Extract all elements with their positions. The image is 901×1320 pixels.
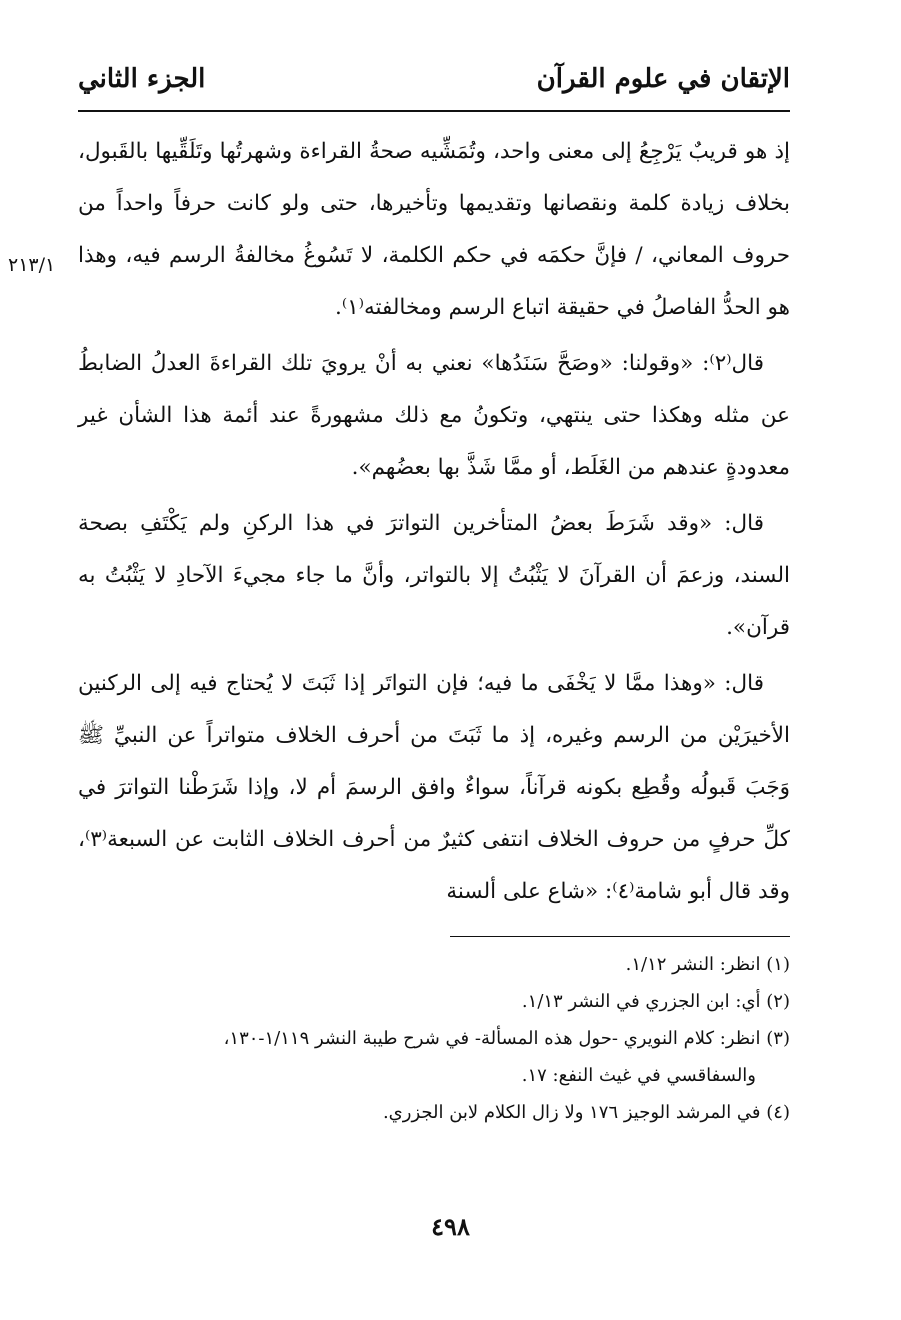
paragraph: قال: «وقد شَرَطَ بعضُ المتأخرين التواترَ في هذا الركنِ ولم يَكْتَفِ بصحة السند، وزعمَ أن القرآنَ لا يَثْبُتُ إلا بالتواتر، وأنَّ ما جاء مجيءَ الآحادِ لا يَثْبُتُ به قرآن». xyxy=(78,511,790,640)
footnote-continuation xyxy=(78,1057,790,1094)
page-number: ٤٩٨ xyxy=(431,1212,470,1241)
header-divider xyxy=(78,110,790,112)
main-text xyxy=(78,126,790,918)
footnote: (١) انظر: النشر ١/١٢. xyxy=(625,954,790,975)
footnote: (٣) انظر: كلام النويري -حول هذه المسألة- في شرح طيبة النشر ١/١١٩-١٣٠، xyxy=(223,1028,790,1049)
footnote-divider xyxy=(450,936,790,937)
footnote-continuation-text: والسفاقسي في غيث النفع: ١٧. xyxy=(521,1065,756,1086)
paragraph: إذ هو قريبٌ يَرْجِعُ إلى معنى واحد، وتُمَشِّيه صحةُ القراءة وشهرتُها وتَلَقِّيها بالقَبول، بخلاف زيادة كلمة ونقصانها وتقديمها وتأخيرها، حتى ولو كانت حرفاً واحداً من حروف المعاني، / فإنَّ حكمَه في حكم الكلمة، لا تَسُوغُ مخالفةُ الرسم فيه، وهذا هو الحدُّ الفاصلُ في حقيقة اتباع الرسم ومخالفته⁽١⁾. xyxy=(78,139,790,320)
footnote: (٤) في المرشد الوجيز ١٧٦ ولا زال الكلام لابن الجزري. xyxy=(382,1102,790,1123)
running-header xyxy=(78,58,790,104)
book-title: الإتقان في علوم القرآن xyxy=(536,64,790,94)
footnotes xyxy=(78,946,790,1131)
margin-reference: ٢١٣/١ xyxy=(8,254,56,276)
paragraph: قال: «وهذا ممَّا لا يَخْفَى ما فيه؛ فإن التواتَر إذا ثَبَتَ لا يُحتاج فيه إلى الركنين الأخيرَيْن من الرسم وغيره، إذ ما ثَبَتَ من أحرف الخلاف متواتراً عن النبيِّ ﷺ وَجَبَ قَبولُه وقُطِع بكونه قرآناً، سواءٌ وافق الرسمَ أم لا، وإذا شَرَطْنا التواترَ في كلِّ حرفٍ من حروف الخلاف انتفى كثيرٌ من أحرف الخلاف الثابت عن السبعة⁽٣⁾، وقد قال أبو شامة⁽٤⁾: «شاع على ألسنة xyxy=(78,671,790,904)
paragraph: قال⁽٢⁾: «وقولنا: «وصَحَّ سَنَدُها» نعني به أنْ يرويَ تلك القراءةَ العدلُ الضابطُ عن مثله وهكذا حتى ينتهي، وتكونُ مع ذلك مشهورةً عند أئمة هذا الشأن غير معدودةٍ عندهم من الغَلَط، أو ممَّا شَذَّ بها بعضُهم». xyxy=(78,351,790,480)
part-title: الجزء الثاني xyxy=(78,64,206,94)
footnote: (٢) أي: ابن الجزري في النشر ١/١٣. xyxy=(521,991,790,1012)
